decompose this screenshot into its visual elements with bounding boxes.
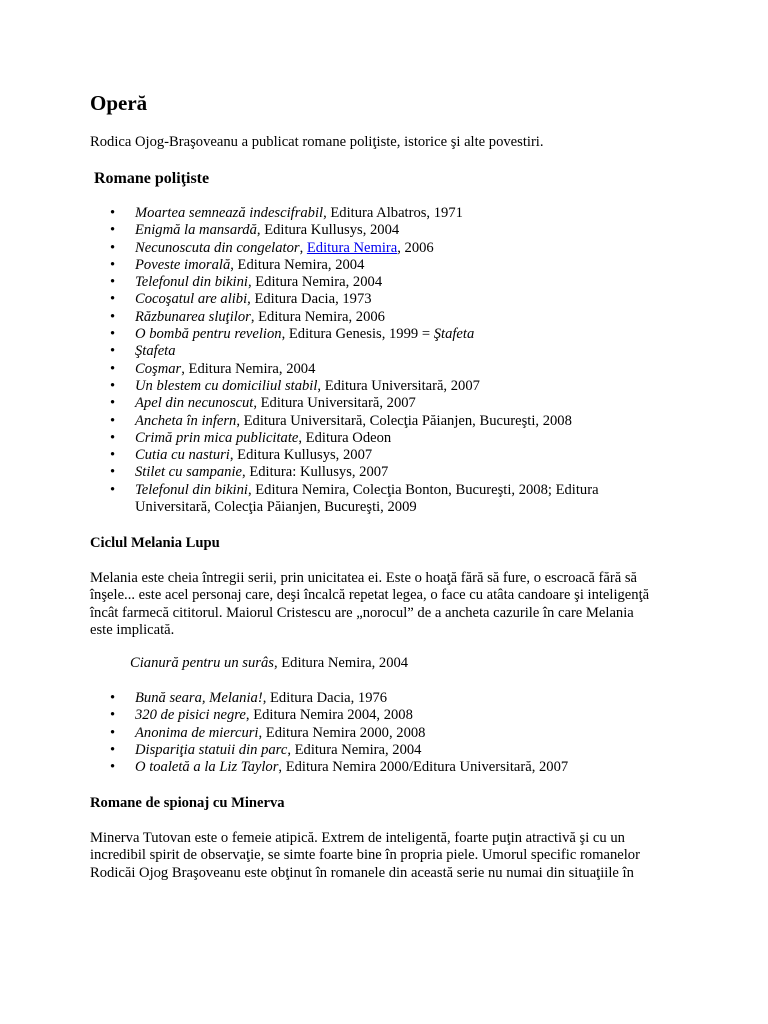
book-title: Enigmă la mansardă <box>135 222 257 239</box>
book-details: , Editura Dacia, 1976 <box>262 690 388 706</box>
page-title: Operă <box>90 91 148 115</box>
list-item <box>90 482 650 517</box>
book-title: Apel din necunoscut <box>135 395 254 412</box>
list-item <box>90 291 650 308</box>
list-item <box>90 430 650 447</box>
book-title: Bună seara, Melania! <box>135 690 263 706</box>
book-details: , Editura Nemira, 2004 <box>247 274 383 291</box>
book-details: , Editura Genesis, 1999 = <box>281 326 434 343</box>
book-details: , Editura Nemira 2004, 2008 <box>245 707 413 724</box>
book-title: O bombă pentru revelion <box>135 326 282 343</box>
book-details: , Editura Universitară, Colecţia Păianjen, Bucureşti, 2008 <box>236 412 572 429</box>
book-title: 320 de pisici negre <box>135 707 246 724</box>
list-item <box>90 447 650 464</box>
book-details: , Editura Nemira, 2006 <box>250 308 385 325</box>
book-title: Dispariţia statuii din parc <box>135 741 288 758</box>
minerva-paragraph: Minerva Tutovan este o femeie atipică. Extrem de inteligentă, foarte puţin atractivă şi cu un incredibil spirit de observaţie, se simte foarte bine în propria piele. Umorul specific romanelor Rodicăi Ojog Braşoveanu este obţinut în romanele din această serie nu numai din situaţiile în <box>90 830 640 881</box>
book-title: Cutia cu nasturi <box>135 447 230 464</box>
list-item <box>90 742 650 759</box>
crime-novels-list <box>90 205 650 516</box>
book-title: O toaletă a la Liz Taylor <box>135 759 279 776</box>
list-item <box>90 725 650 742</box>
melania-solo-entry <box>130 655 630 672</box>
book-title: Ştafeta <box>135 343 176 360</box>
book-title: Anonima de miercuri <box>135 724 259 741</box>
book-title: Ancheta în infern <box>135 412 237 429</box>
melania-paragraph: Melania este cheia întregii serii, prin unicitatea ei. Este o hoaţă fără să fure, o escroacă fără să înşele... este acel personaj care, deşi încalcă repetat legea, o face cu atâta candoare şi inteligenţă încât farmecă cititorul. Maiorul Cristescu are „norocul” de a ancheta cazurile în care Melania este implicată. <box>90 570 650 638</box>
book-title: Moartea semnează indescifrabil <box>135 205 324 221</box>
book-details: , Editura Nemira, 2004 <box>181 360 316 377</box>
book-details: , Editura Universitară, 2007 <box>253 395 416 412</box>
book-details: , Editura Kullusys, 2004 <box>256 222 400 239</box>
melania-novels-list <box>90 690 650 776</box>
book-details: , Editura Nemira 2000/Editura Universitară, 2007 <box>278 759 569 776</box>
book-details-tail: , 2006 <box>397 239 434 256</box>
publisher-link[interactable]: Editura Nemira <box>306 239 398 256</box>
list-item <box>90 413 650 430</box>
intro-paragraph: Rodica Ojog-Braşoveanu a publicat romane poliţiste, istorice şi alte povestiri. <box>90 134 544 150</box>
solo-title: Cianură pentru un surâs <box>130 655 274 671</box>
list-item <box>90 707 650 724</box>
list-item <box>90 395 650 412</box>
book-title: Cocoşatul are alibi <box>135 291 248 308</box>
book-title: Stilet cu sampanie <box>135 464 243 481</box>
section-heading-melania-lupu: Ciclul Melania Lupu <box>90 535 220 551</box>
list-item <box>90 690 650 707</box>
book-details: , <box>299 239 307 256</box>
list-item <box>90 361 650 378</box>
section-heading-minerva: Romane de spionaj cu Minerva <box>90 795 285 811</box>
list-item <box>90 257 650 274</box>
list-item <box>90 378 650 395</box>
list-item <box>90 222 650 239</box>
list-item <box>90 759 650 776</box>
list-item <box>90 464 650 481</box>
book-title: Poveste imorală <box>135 256 231 273</box>
book-details: , Editura Universitară, 2007 <box>317 377 480 394</box>
book-title: Răzbunarea sluţilor <box>135 308 251 325</box>
book-title: Telefonul din bikini <box>135 481 248 498</box>
book-title: Crimă prin mica publicitate <box>135 429 299 446</box>
book-details: , Editura Nemira, Colecţia Bonton, Bucureşti, 2008; Editura Universitară, Colecţia Păianjen, Bucureşti, 2009 <box>135 481 599 516</box>
book-details: , Editura Kullusys, 2007 <box>229 447 373 464</box>
book-title: Coşmar <box>135 360 182 377</box>
book-details: , Editura Nemira 2000, 2008 <box>258 724 426 741</box>
book-title: Necunoscuta din congelator <box>135 239 300 256</box>
list-item <box>90 309 650 326</box>
list-item <box>90 240 650 257</box>
book-details: , Editura Albatros, 1971 <box>323 205 463 221</box>
book-details: , Editura: Kullusys, 2007 <box>242 464 389 481</box>
book-title: Telefonul din bikini <box>135 274 248 291</box>
list-item <box>90 205 650 222</box>
section-heading-romane-politiste: Romane poliţiste <box>94 170 210 187</box>
book-title-alt: Ştafeta <box>433 326 475 343</box>
list-item <box>90 343 650 360</box>
list-item <box>90 274 650 291</box>
book-title: Un blestem cu domiciliul stabil <box>135 377 318 394</box>
book-details: , Editura Nemira, 2004 <box>287 741 422 758</box>
solo-rest: , Editura Nemira, 2004 <box>273 655 409 671</box>
book-details: , Editura Dacia, 1973 <box>247 291 372 308</box>
book-details: , Editura Odeon <box>298 429 392 446</box>
book-details: , Editura Nemira, 2004 <box>230 256 365 273</box>
list-item <box>90 326 650 343</box>
